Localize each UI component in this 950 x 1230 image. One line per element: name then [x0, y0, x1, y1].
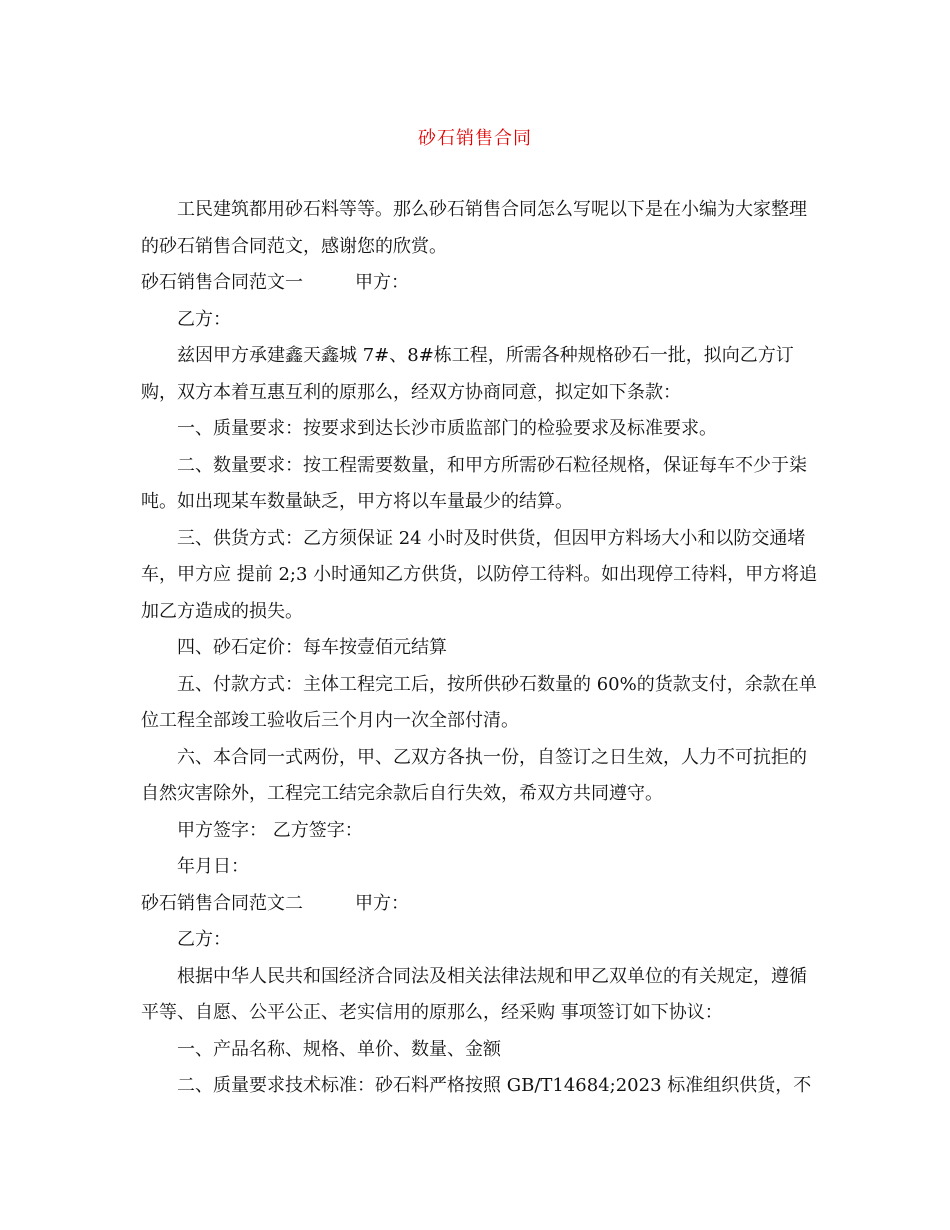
- sample1-clause-3: 三、供货方式：乙方须保证 24 小时及时供货，但因甲方料场大小和以防交通堵车，甲方应 提前 2;3 小时通知乙方供货，以防停工待料。如出现停工待料，甲方将追加乙方造成的损失。: [141, 527, 818, 622]
- sample1-party-b: 乙方：: [177, 308, 231, 330]
- sample2-preamble: 根据中华人民共和国经济合同法及相关法律法规和甲乙双单位的有关规定，遵循平等、自愿、公平公正、老实信用的原那么，经采购 事项签订如下协议：: [141, 965, 807, 1023]
- sample2-heading-line: [141, 886, 821, 923]
- sample1-signatures: 甲方签字： 乙方签字：: [177, 819, 363, 841]
- sample2-party-a: 甲方：: [355, 892, 409, 914]
- document-title: 砂石销售合同: [418, 128, 532, 149]
- document-body: [141, 192, 821, 1105]
- sample2-item-1: 一、产品名称、规格、单价、数量、金额: [177, 1038, 501, 1060]
- sample1-clause-1: 一、质量要求：按要求到达长沙市质监部门的检验要求及标准要求。: [177, 418, 717, 439]
- sample1-heading-line: [141, 265, 821, 302]
- sample2-party-b: 乙方：: [177, 929, 231, 950]
- sample1-clause-5: 五、付款方式：主体工程完工后，按所供砂石数量的 60%的货款支付，余款在单位工程全部竣工验收后三个月内一次全部付清。: [141, 673, 817, 731]
- sample1-clause-4: 四、砂石定价：每车按壹佰元结算: [177, 637, 447, 658]
- sample1-party-a: 甲方：: [355, 272, 409, 293]
- intro-paragraph: 工民建筑都用砂石料等等。那么砂石销售合同怎么写呢以下是在小编为大家整理的砂石销售合同范文，感谢您的欣赏。: [141, 199, 807, 257]
- sample2-item-2: 二、质量要求技术标准：砂石料严格按照 GB/T14684;2023 标准组织供货，不: [177, 1075, 812, 1096]
- sample1-date: 年月日：: [177, 856, 249, 877]
- sample1-clause-6: 六、本合同一式两份，甲、乙双方各执一份，自签订之日生效，人力不可抗拒的自然灾害除外，工程完工结完余款后自行失效，希双方共同遵守。: [141, 746, 807, 804]
- sample2-heading: 砂石销售合同范文二: [141, 892, 303, 914]
- sample1-preamble: 兹因甲方承建鑫天鑫城 7#、8#栋工程，所需各种规格砂石一批，拟向乙方订购，双方本着互惠互利的原那么，经双方协商同意，拟定如下条款：: [141, 345, 794, 403]
- sample1-heading: 砂石销售合同范文一: [141, 272, 303, 293]
- sample1-clause-2: 二、数量要求：按工程需要数量，和甲方所需砂石粒径规格，保证每车不少于柒吨。如出现某车数量缺乏，甲方将以车量最少的结算。: [141, 454, 807, 512]
